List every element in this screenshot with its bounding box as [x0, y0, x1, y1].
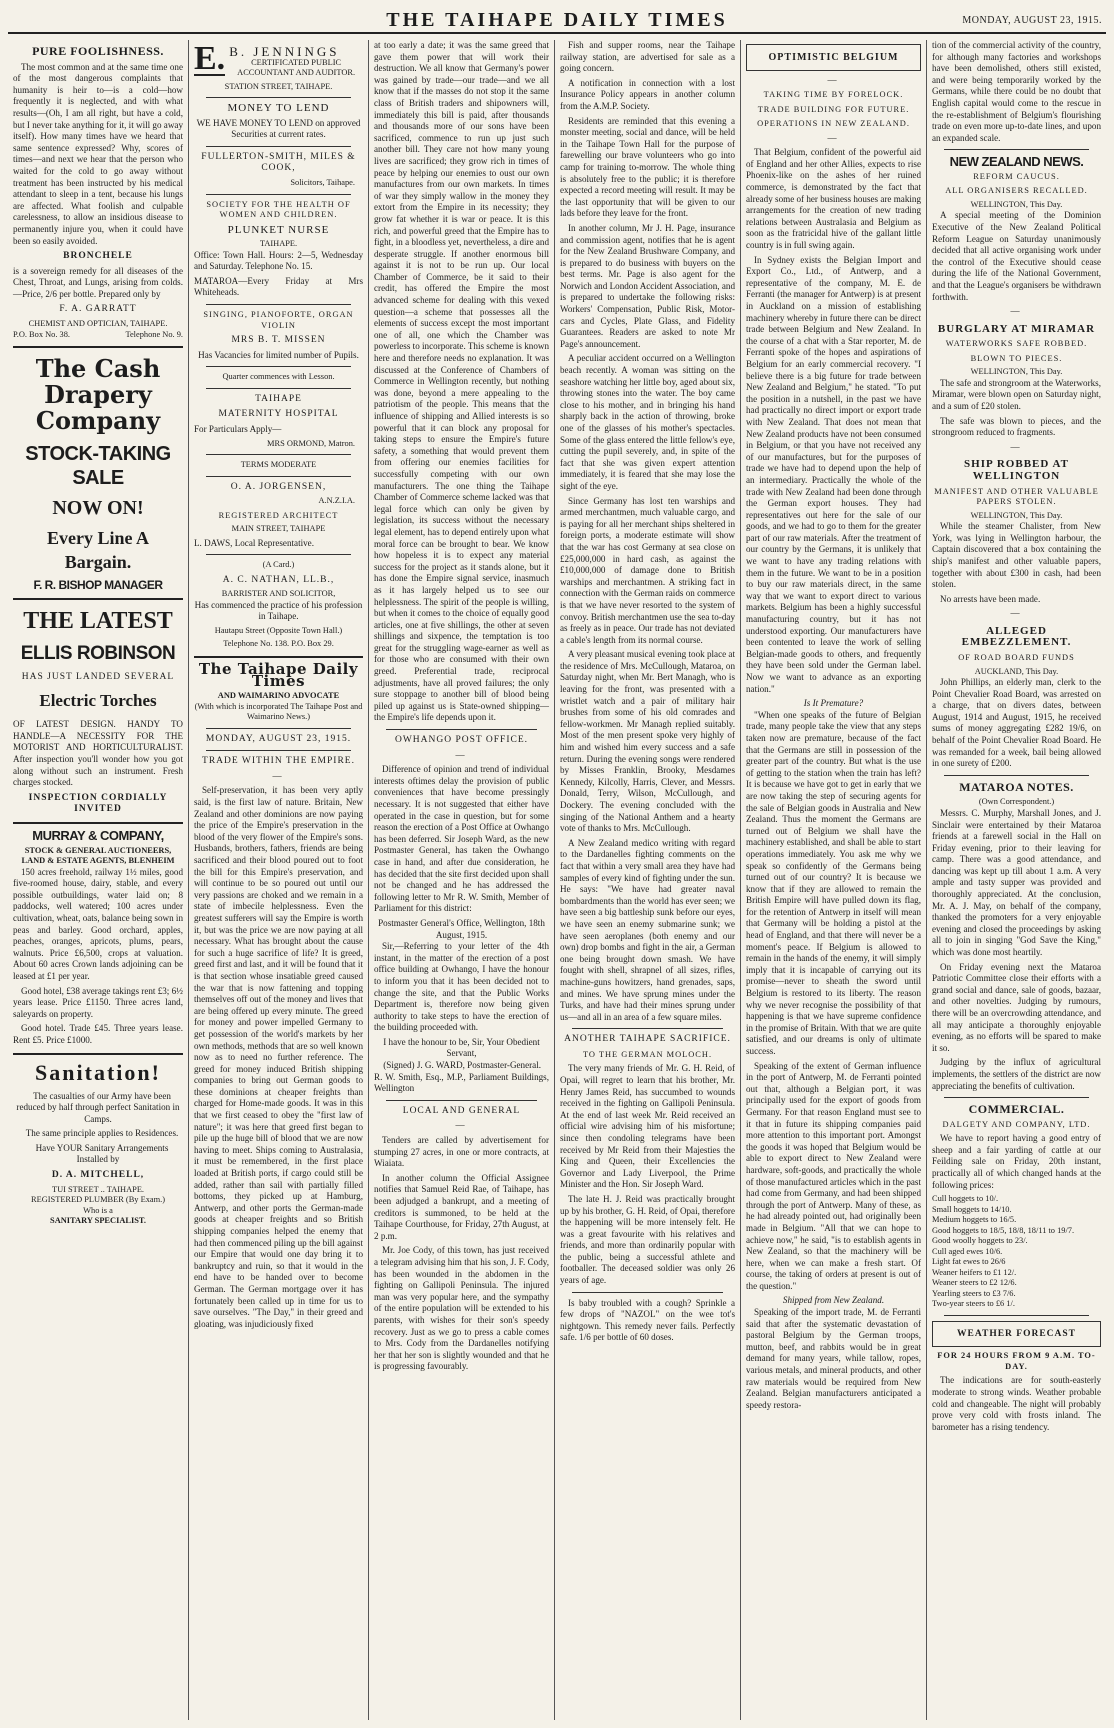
money-body: WE HAVE MONEY TO LEND on approved Securities at current rates.: [196, 117, 361, 140]
tui-street: TUI STREET .. TAIHAPE.: [51, 1184, 145, 1194]
local-body-9: Since Germany has lost ten warships and armed merchantmen, much valuable cargo, and is paying for all her merchant ships sheltered in foreign ports, a moderate estimate will show that the war has cost Germany at sea close on £25,000,000 in hard cash, as against the £10,000,000 of damage done to British warships and merchantmen. A striking fact in connection with the German raids on commerce is that we have never resorted to the system of convoy. British merchantmen use the sea to-day as freely as in peace. Our trade has not deviated a cable's length from its normal course.: [560, 495, 735, 645]
taihape-maternity-town: TAIHAPE: [255, 393, 302, 404]
columns: [8, 40, 1106, 1720]
blown-sub: BLOWN TO PIECES.: [970, 353, 1063, 363]
barrister-line: BARRISTER AND SOLICITOR,: [221, 589, 336, 599]
burglary-body-2: The safe was blown to pieces, and the strongroom reduced to fragments.: [932, 415, 1101, 438]
column-4: [554, 40, 740, 1720]
belgium-heading-box: [746, 44, 921, 71]
stocktaking-title: STOCK-TAKING SALE: [25, 443, 171, 490]
burglary-heading: BURGLARY AT MIRAMAR: [937, 322, 1096, 335]
owhango-body: Difference of opinion and trend of individual interests oftimes delay the provision of public conveniences that have become pressingly necessary. It is not suggested that either have operated in the case in question, but for some reason the erection of a Post Office at Owhango has been deferred. Sir Joseph Ward, as the new Postmaster General, has taken the Owhango case in hand, and after due consideration, he has decided that the site first decided upon shall not be changed and he has addressed the following letter to Mr R. W. Smith, Member of Parliament for this district:: [374, 764, 549, 914]
price-item: Light fat ewes to 26/6: [932, 1257, 1006, 1267]
divider: [572, 1292, 723, 1293]
local-general-heading: LOCAL AND GENERAL: [402, 1105, 521, 1116]
terms-moderate: TERMS MODERATE: [240, 460, 317, 469]
local-body-10: A very pleasant musical evening took place at the residence of Mrs. McCullough, Mataroa, on Saturday night, when Mr. Bert Managh, who is leaving for the front, was presented with a wristlet watch and a pair of military hair brushes from some of his old comrades and fellow-workmen. Mr Managh replied suitably. Most of the men present spoke very highly of him and wished him every success and a safe return. During the evening songs were rendered by Misses Franklin, Brooky, Mesdames Kennedy, Kilcolly, Harris, Clever, and Messrs. Donald, Terry, Wilson, McCullough, and Dockery. The evening concluded with the singing of the National Anthem and a hearty vote of thanks to Mrs. McCullough.: [560, 649, 735, 834]
incorporated: (With which is incorporated The Taihape Post and Waimarino News.): [194, 701, 363, 722]
wellington-dateline-3: WELLINGTON, This Day.: [970, 510, 1063, 520]
divider: [386, 1100, 537, 1101]
belgium-continued: tion of the commercial activity of the country, for although many factories and workshops have been demolished, others still existed, and were being temporarily worked by the Germans, while there could be no doubt that English capital would come to the rescue in the re-establishment of Belgium's flourishing trade on even more up-to-date lines, and upon an expanded scale.: [932, 40, 1101, 143]
weather-heading: WEATHER FORECAST: [956, 1328, 1077, 1339]
column-1: [8, 40, 188, 1720]
ship-body: While the steamer Chalister, from New York, was lying in Wellington harbour, the Captain discovered that a box containing the ship's manifest and other valuable papers, together with about £300 in cash, had been stolen.: [932, 521, 1101, 590]
jorgensen-anzia: A.N.Z.I.A.: [318, 496, 355, 506]
plunket-office: Office: Town Hall. Hours: 2—5, Wednesday and Saturday. Telephone No. 15.: [194, 249, 363, 272]
quarter-line: Quarter commences with Lesson.: [222, 372, 335, 382]
own-correspondent: (Own Correspondent.): [978, 797, 1055, 807]
murray-body-3: Good hotel. Trade £45. Three years lease. Rent £5. Price £1000.: [13, 1023, 183, 1045]
sacrifice-body-2: The late H. J. Reid was practically brought up by his brother, G. H. Reid, of Opai, therefore the happening will be more intensely felt. He was a great favourite with his relatives and friends, and more than ordinarily popular with the public, being a successful athlete and footballer. The deceased soldier was only 26 years of age.: [560, 1193, 735, 1286]
nz-news-heading: NEW ZEALAND NEWS.: [949, 154, 1084, 170]
bishop-manager: F. R. BISHOP MANAGER: [33, 578, 163, 593]
pure-foolishness-body: The most common and at the same time one of the most dangerous complaints that humanity is heir to—is a cold—how frequently it is neglected, and with what results—(Oh, I am all right, but have a cold, but I never take anything for it, it will go away itself). How many times have we heard that same sentence expressed? Why, scores of times—and next we hear that the person who waited for the cold to go away without treatment has been instructed by his medical attendant to sleep in a tent, because his lungs are affected. What foolish and culpable carelessness, to allow an insidious disease to permanently injure you, when it could have been so easily avoided.: [13, 61, 183, 246]
plunket-nurse: PLUNKET NURSE: [227, 223, 330, 236]
owhango-letter: Sir,—Referring to your letter of the 4th instant, in the matter of the erection of a post office building at Owhango, I have the honour to inform you that it has been decided not to change the site, and that the Public Works Department is, therefore now being given authority to take steps to have the erection of the building proceeded with.: [374, 941, 549, 1033]
daws-rep: L. DAWS, Local Representative.: [194, 537, 314, 548]
murray-body-1: 150 acres freehold, railway 1½ miles, good five-roomed house, dairy, stable, and every possible outbuildings, water laid on; 8 paddocks, well watered; 100 acres under cultivation, wheat, oats, balance being sown in peas and barley. Good orchard, apples, peaches, oranges, apricots, plums, pears, walnuts. Price £6,500, crops at valuation. About 60 acres Crown lands adjoining can be leased at £1 per year.: [13, 866, 183, 981]
belgium-body-5: Speaking of the import trade, M. de Ferranti said that after the systematic devastation of pastoral Belgium by the German troops, mutton, beef, and rabbits would be in great demand for many years, while tallow, ropes, various metals, and mineral products, and other raw materials would be required from New Zealand. Belgian manufacturers anticipated a speedy restora-: [746, 1307, 921, 1410]
signed-ward: (Signed) J. G. WARD, Postmaster-General.: [383, 1060, 541, 1071]
auckland-dateline: AUCKLAND, This Day.: [974, 666, 1059, 676]
local-body-5: A notification in connection with a lost Insurance Policy appears in another column from the A.M.P. Society.: [560, 77, 735, 111]
dalgety-body: We have to report having a good entry of sheep and a fair yarding of cattle at our Feilding sale on Friday, 20th instant, practically all of which changed hands at the following prices:: [932, 1133, 1101, 1190]
every-line-title: Every Line A Bargain.: [47, 528, 149, 573]
murray-body-2: Good hotel, £38 average takings rent £3; 6½ years lease. Price £1150. Three acres land, saleyards on property.: [13, 985, 183, 1019]
torches-body: OF LATEST DESIGN. HANDY TO HANDLE—A NECESSITY FOR THE MOTORIST AND HORTICULTURALIST. After inspection you'll wonder how you got along without such an instrument. Fresh charges stocked.: [13, 719, 183, 788]
sacrifice-body-1: The very many friends of Mr. G. H. Reid, of Opai, will regret to learn that his brother, Mr. Henry James Reid, has succumbed to wounds received in the fighting on Gallipoli Peninsula. At the end of last week Mr. Reid received an official wire advising him of his misfortune; since then condoling telegrams have been received by Mr Reid from their Majesties the King and Queen, their Excellencies the Governor and Lady Liverpool, the Prime Minister and the Hon. Sir Joseph Ward.: [560, 1063, 735, 1190]
divider: [13, 598, 183, 600]
price-item: Yearling steers to £3 7/6.: [932, 1288, 1016, 1298]
column-6: [926, 40, 1106, 1720]
who-is: Who is a: [83, 1205, 113, 1215]
mataroa-whitehead: MATAROA—Every Friday at Mrs Whiteheads.: [194, 275, 363, 298]
weather-hours: FOR 24 HOURS FROM 9 A.M. TO-DAY.: [937, 1351, 1096, 1371]
ellis-robinson-title: ELLIS ROBINSON: [20, 642, 176, 664]
mataroa-body-2: On Friday evening next the Mataroa Patriotic Committee close their efforts with a grand social and dance, sale of goods, bazaar, and other novelties. Judging by rumours, there will be an overcrowding attendance, and all may anticipate a thoroughly enjoyable evening, as no efforts will be spared to make it so.: [932, 961, 1101, 1053]
weather-body: The indications are for south-easterly moderate to strong winds. Weather probable cold and changeable. The night will probably prove very cold with frosts inland. The barometer has a rising tendency.: [932, 1375, 1101, 1432]
reform-caucus: REFORM CAUCUS.: [973, 171, 1060, 181]
singing-heading: SINGING, PIANOFORTE, ORGAN VIOLIN: [203, 310, 354, 330]
rule-short: —: [455, 1120, 468, 1131]
mitchell-name: D. A. MITCHELL,: [51, 1170, 145, 1181]
murray-title: MURRAY & COMPANY,: [32, 828, 164, 843]
jennings-initial: E.: [194, 42, 226, 77]
mataroa-body-1: Messrs. C. Murphy, Marshall Jones, and J. Sinclair were entertained by their Mataroa friends at a farewell social in the Hall on Friday evening, prior to their leaving for camp. There was a good attendance, and dancing was kept up till about 1 a.m. A very ample and tasty supper was provided and thoroughly appreciated. At the conclusion, Mr. A. J. May, on behalf of the company, thanked the promoters for a very enjoyable evening and closed the proceedings by asking all to join in singing "God Save the King," which was done most heartily.: [932, 807, 1101, 958]
divider: [944, 149, 1089, 150]
column-5: [740, 40, 926, 1720]
weather-box: [932, 1321, 1101, 1348]
divider: [194, 656, 363, 658]
local-body-6: Residents are reminded that this evening a monster meeting, social and dance, will be held in the Taihape Town Hall for the purpose of farewelling our brave volunteers who go into camp for training to-morrow. The whole thing is absolutely free to the public; it is therefore expected a record meeting will result. It may be the last opportunity that will be given to our lads before they leave for the front.: [560, 115, 735, 219]
divider: [206, 194, 351, 195]
rule-short: —: [272, 770, 285, 781]
price-item: Good woolly hoggets to 23/.: [932, 1236, 1028, 1246]
divider: [386, 729, 537, 730]
the-latest-title: THE LATEST: [23, 607, 173, 634]
station-street: STATION STREET, TAIHAPE.: [224, 81, 333, 91]
nazol-ad: Is baby troubled with a cough? Sprinkle a few drops of "NAZOL" on the wee tot's nightgown. This remedy never fails. Perfectly safe. 1/6 per bottle of 60 doses.: [560, 1297, 735, 1343]
divider: [944, 1097, 1089, 1098]
missen-body: Has Vacancies for limited number of Pupils.: [198, 349, 359, 360]
have-your-line: Have YOUR Sanitary Arrangements Installed by: [35, 1142, 169, 1165]
murray-subtitle: STOCK & GENERAL AUCTIONEERS, LAND & ESTATE AGENTS, BLENHEIM: [21, 845, 175, 866]
premature-subhead: Is It Premature?: [803, 698, 864, 709]
trade-heading: TRADE WITHIN THE EMPIRE.: [202, 756, 355, 767]
column-3: [368, 40, 554, 1720]
commercial-heading: COMMERCIAL.: [968, 1102, 1065, 1117]
price-item: Cull hoggets to 10/.: [932, 1194, 999, 1204]
waterworks-sub: WATERWORKS SAFE ROBBED.: [945, 339, 1088, 349]
local-body-4: Fish and supper rooms, near the Taihape railway station, are advertised for sale as a going concern.: [560, 40, 735, 74]
price-item: Small hoggets to 14/10.: [932, 1204, 1012, 1214]
price-item: Medium hoggets to 16/5.: [932, 1215, 1017, 1225]
sanitation-body: The casualties of our Army have been reduced by half through perfect Sanitation in Camps.: [16, 1090, 180, 1124]
price-item: Weaner steers to £2 12/6.: [932, 1278, 1017, 1288]
bronchele-body: is a sovereign remedy for all diseases of the Chest, Throat, and Lungs, arising from colds.—Price, 2/6 per bottle. Prepared only by: [13, 265, 183, 299]
garratt-name: F. A. GARRATT: [59, 304, 137, 315]
divider: [206, 366, 351, 367]
column-2: [188, 40, 368, 1720]
rule-short: —: [1010, 306, 1023, 317]
hautapu-street: Hautapu Street (Opposite Town Hall.): [214, 625, 343, 635]
now-on-title: NOW ON!: [52, 497, 144, 520]
maternity-hospital: MATERNITY HOSPITAL: [218, 409, 339, 420]
divider: [206, 454, 351, 455]
registered-architect: REGISTERED ARCHITECT: [218, 510, 339, 520]
divider: [13, 346, 183, 348]
divider: [206, 728, 351, 729]
no-arrests: No arrests have been made.: [940, 593, 1041, 604]
bronchele-title: BRONCHELE: [63, 251, 133, 262]
embezzlement-heading: ALLEGED EMBEZZLEMENT.: [961, 624, 1072, 649]
local-body-2: In another column the Official Assignee notifies that Samuel Reid Rae, of Taihape, has been adjudged a bankrupt, and a meeting of creditors is summoned, to be held at the Taihape Courthouse, for Friday, 27th August, at 2 p.m.: [374, 1172, 549, 1241]
pure-foolishness-heading: PURE FOOLISHNESS.: [32, 44, 164, 58]
divider: [206, 388, 351, 389]
rule-short: —: [1010, 441, 1023, 452]
card-label: (A Card.): [262, 560, 295, 570]
newspaper-page: [8, 6, 1106, 1722]
fullerton-smith: FULLERTON-SMITH, MILES & COOK,: [201, 151, 356, 174]
belgium-sub-3: OPERATIONS IN NEW ZEALAND.: [757, 119, 910, 129]
telephone-138: Telephone No. 138. P.O. Box 29.: [223, 639, 334, 649]
sanitation-title: Sanitation!: [35, 1059, 161, 1085]
principle-line: The same principle applies to Residences.: [25, 1128, 179, 1139]
divider: [944, 775, 1089, 776]
shipped-subhead: Shipped from New Zealand.: [782, 1295, 885, 1306]
garratt-contact: [13, 330, 183, 341]
local-body-7: In another column, Mr J. H. Page, insurance and commission agent, notifies that he is agent for the New Zealand Brushware Company, and is prepared to do business with buyers on the best terms. Mr. Page is also agent for the Norwich and London Accident Association, and is prepared to undertake the following risks: Workers' Compensation, Public Risk, Motor-cars and Cycles, Plate Glass, and Fidelity Guarantees. Readers are asked to note Mr Page's announcement.: [560, 222, 735, 349]
local-body-3: Mr. Joe Cody, of this town, has just received a telegram advising him that his son, J. F. Cody, has been wounded in the abdomen in the fighting on Gallipoli Peninsula. The injured man was very popular here, and the sympathy of the entire population will be extended to his parents, with wishes for their son's speedy recovery. Just as we go to press a cable comes to Mrs. Cody from the Dardanelles notifying her that her son is slightly wounded and that he is progressing favourably.: [374, 1245, 549, 1372]
divider: [13, 822, 183, 824]
reform-body: A special meeting of the Dominion Executive of the New Zealand Political Reform League on Saturday unanimously decided that all active organising work under the control of the Executive should cease during the life of the National Government, and that the League's organisers be withdrawn forthwith.: [932, 210, 1101, 302]
belgium-body-3: "When one speaks of the future of Belgian trade, many people take the view that any steps taken now are premature, because of the fact that the Germans are still in possession of the greater part of the country. But what is the use of getting to the station when the train has left? It is because we have got to get in early that we are now taking the step of securing agents for the sale of Belgian goods in Australia and New Zealand. Thus the moment the Germans are turned out of Belgium we shall have the machinery established, and shall be able to start operations immediately. You ask me why we speak so confidently of the Germans being turned out of our country? It is because we know that if they are allowed to remain the British Empire will have pulled down its flag, for the retention of Antwerp in itself will mean that Germany will be holding a pistol at the head of England, and that there will never be a moment's peace. If Belgium is allowed to remain in the hands of the enemy, it will simply imply that it is incapable of carrying out its promise—never to sheath the sword until Belgium is restored to its liberty. The reason why we never recognise the possibility of that happening is that we have supreme confidence in the promise of Britain. With that we are quite satisfied, and our dreams is only of ultimate success.: [746, 709, 921, 1056]
nathan-body: Has commenced the practice of his profession in Taihape.: [194, 599, 363, 622]
mataroa-notes-heading: MATAROA NOTES.: [959, 779, 1074, 794]
particulars: For Particulars Apply—: [194, 423, 282, 434]
divider: [206, 554, 351, 555]
rule-short: —: [827, 74, 840, 85]
has-landed: HAS JUST LANDED SEVERAL: [21, 671, 175, 682]
belgium-sub-2: TRADE BUILDING FOR FUTURE.: [757, 104, 910, 114]
paper-name: The Taihape Daily Times: [198, 659, 359, 690]
wellington-dateline-2: WELLINGTON, This Day.: [970, 367, 1063, 377]
cash-drapery-title: The Cash Drapery Company: [35, 354, 161, 436]
electric-torches-title: Electric Torches: [39, 691, 157, 711]
garratt-telephone: Telephone No. 9.: [125, 329, 183, 339]
price-item: Weaner heifers to £1 12/.: [932, 1267, 1017, 1277]
divider: [206, 97, 351, 98]
belgium-body-1: That Belgium, confident of the powerful aid of England and her other Allies, expects to rise Phoenix-like on the ashes of her ruined commerce, is demonstrated by the fact that already some of her business houses are making arrangements for the creation of new trading relations between Australasia and Belgium as soon as the fratricidal hive of the gallant little country is in full swing again.: [746, 147, 922, 251]
paper-date: MONDAY, AUGUST 23, 1915.: [205, 733, 352, 744]
price-item: Good hoggets to 18/5, 18/8, 18/11 to 19/7.: [932, 1225, 1075, 1235]
divider: [206, 750, 351, 751]
price-item: Two-year steers to £6 1/.: [932, 1299, 1015, 1309]
trade-continued: at too early a date; it was the same greed that gave them power that will work their destruction. We all know that Germany's power was gained by trade—our trade—and we all know that if the masses do not stop it the same class of British traders and shipowners will, immediately this bill is paid, after thousands and thousands more of our sons have been sacrificed, commence to run up just such another bill. They care not how many young lives are sacrificed; they grow rich in times of peace by helping our enemies to oust our own manufactures from our own markets. In times of war they simply wallow in the money they extort from the Empire in its necessity; they grow fat whether it is war or peace. It is this rich, and powerful greed that the Empire has to fight, in a bloodless yet, nevertheless, a dire and desperate struggle. If another enormous bill against it is not to be run up. Our local Chamber of Commerce, be it said to their credit, has offered the Empire the most advanced scheme for dealing with this vexed question—a scheme that possesses all the elements of success except the most important one of all, one which the Chamber was powerless to incorporate. This scheme is known here and therefore needs no explanation. It was discussed at the Conference of Chambers of Commerce in Wellington recently, but nothing was done, beyond a mere appealing to the patriotism of the people. This means that the influence of shipping and Allied interests is so powerful that it can block any proposal for taking steps to ensure the Empire's future safety, a something that would prevent them from offering our enemies facilities for successfully competing with our own manufacturers. The one thing the Taihape Chamber of Commerce scheme lacked was that legal force which can only be given by legislation, its success without the necessary legal element, has to depend entirely upon what moral force can be brought to bear. We know how hopeless it is to expect any material success for the project as it stands alone, but it has done the Empire signal service, inasmuch as it has largely helped us to see our helplessness. The spirit of the people is willing, but when it comes to the choice of equally good articles, one at five shillings, the other at seven shillings and sixpence, the temptation is too great for the struggling wage-earner as well as for those who are consumed with their own greed. Preferential trade, reciprocal adjustments, have all proved failures; the only sure stoppage to another bill of blood being piled up against us is State-owned shipping—the Empire's life depends upon it.: [374, 40, 550, 723]
embezzle-body: John Phillips, an elderly man, clerk to the Point Chevalier Road Board, was arrested on a charge, that on divers dates, between August, 1914 and August, 1915, he received sums of money aggregating £282 19/6, on behalf of the Point Chevalier Road Board. He was remanded for a week, bail being allowed in one surety of £200.: [932, 677, 1101, 769]
divider: [206, 476, 351, 477]
divider: [13, 1053, 183, 1055]
belgium-sub-1: TAKING TIME BY FORELOCK.: [763, 90, 904, 100]
mataroa-body-3: Judging by the influx of agricultural implements, the settlers of the district are now appreciating the benefits of cultivation.: [932, 1057, 1101, 1091]
solicitors: Solicitors, Taihape.: [290, 178, 355, 188]
jennings-block: [194, 42, 363, 79]
divider: [944, 1315, 1089, 1316]
price-item: Cull aged ewes 10/6.: [932, 1246, 1003, 1256]
wellington-dateline-1: WELLINGTON, This Day.: [970, 199, 1063, 209]
registered-plumber: REGISTERED PLUMBER (By Exam.): [31, 1195, 165, 1205]
and-waimarino: AND WAIMARINO ADVOCATE: [217, 691, 340, 701]
main-street: MAIN STREET, TAIHAPE: [231, 524, 326, 534]
nathan-name: A. C. NATHAN, LL.B.,: [222, 574, 335, 585]
masthead-date: MONDAY, AUGUST 23, 1915.: [962, 15, 1102, 26]
divider: [206, 146, 351, 147]
rule-short: —: [1010, 608, 1023, 619]
belgium-heading: OPTIMISTIC BELGIUM: [768, 52, 899, 63]
road-board-sub: OF ROAD BOARD FUNDS: [958, 653, 1075, 663]
dalgety-sub: DALGETY AND COMPANY, LTD.: [942, 1119, 1091, 1129]
jorgensen-name: O. A. JORGENSEN,: [230, 481, 327, 492]
pmg-office: Postmaster General's Office, Wellington, 18th August, 1915.: [378, 917, 545, 940]
belgium-body-4: Speaking of the extent of German influence in the port of Antwerp, M. de Ferranti pointed out that, although a Belgian port, it was principally used for the export of goods from Germany. For that reason England must see to it that in future its shipping companies paid more attention to this important port. Amongst the goods it was hoped that Belgium would be able to export direct to New Zealand were hardware, soft-goods, and practically the whole of those manufactured articles which in the past had come from Germany, and had been shipped through the port of Antwerp. Many of these, as he had already pointed out, had originally been made in Belgium. "All that we can hope to achieve now," he said, "is to establish agents in New Zealand, so that the machinery will be here, when we can make a fresh start. Of course, the taking of orders at present is out of the question.": [746, 1060, 921, 1291]
masthead: [8, 6, 1106, 34]
belgium-body-2: In Sydney exists the Belgian Import and Export Co., Ltd., of Antwerp, and a representative of the company, M. E. de Ferranti (the manager for Antwerp) is at present in Auckland on a mission of establishing machinery whereby in future there can be direct trade between Belgium and New Zealand. In the course of a chat with a Star reporter, M. de Ferranti spoke of the hopes and aspirations of Belgium for an early commercial recovery. "I believe there is a big future for trade between New Zealand and Belgium," he stated. "To put the position in a nutshell, in the past we have had practically no direct import or export trade with New Zealand. That does not mean that New Zealand products have not been consumed in Belgium, or that you have not received any of our manufactures, but for the purposes of trade we have had to depend upon the help of an intermediary. Practically the whole of the trade with New Zealand had been done through the German export houses. They had representatives out here for the sale of our goods, and we had to go to them for the greater part of our raw materials. After the treatment of our country by the Germans, it is unlikely that we want to have any trading relations with them in the future. We want to be in a position to buy our raw materials direct, in the same way that we want to export direct to various markets. Belgium has been a highly successful manufacturing country, but it has not understood exporting. Our manufacturers have been contented to leave the work of selling Belgian-made goods to others, and frequently they have been sold under the German label. Now we want to advance as an exporting nation.": [746, 254, 921, 694]
ship-robbed-heading: SHIP ROBBED AT WELLINGTON: [964, 458, 1069, 483]
manifest-sub: MANIFEST AND OTHER VALUABLE PAPERS STOLEN.: [934, 486, 1099, 507]
rws-address: R. W. Smith, Esq., M.P., Parliament Buildings, Wellington: [374, 1071, 549, 1094]
ormond-matron: MRS ORMOND, Matron.: [267, 438, 355, 448]
society-health: SOCIETY FOR THE HEALTH OF WOMEN AND CHILDREN.: [206, 199, 351, 220]
burglary-body-1: The safe and strongroom at the Waterworks, Miramar, were blown open on Saturday night, and a sum of £20 stolen.: [932, 377, 1101, 412]
local-body-8: A peculiar accident occurred on a Wellington beach recently. A woman was sitting on the seashore watching her little boy, aged about six, throwing stones into the water. The boy came close to his mother, and in bringing his hand sharply back in the action of throwing, broke one of the glasses of his mother's spectacles. Some of the glass entered the little fellow's eye, cutting the pupil severely, and, in spite of the fact that she was given expert attention immediately, it is feared that she may lose the sight of the eye.: [560, 353, 735, 491]
sacrifice-heading: ANOTHER TAIHAPE SACRIFICE.: [564, 1034, 731, 1045]
masthead-title: THE TAIHAPE DAILY TIMES: [386, 9, 728, 31]
garratt-pobox: P.O. Box No. 38.: [13, 329, 71, 339]
plunket-town: TAIHAPE.: [259, 239, 298, 249]
money-to-lend: MONEY TO LEND: [227, 102, 330, 115]
rule-short: —: [827, 132, 840, 143]
organisers-recalled: ALL ORGANISERS RECALLED.: [945, 186, 1088, 196]
local-body-1: Tenders are called by advertisement for stumping 27 acres, in one or more contracts, at Wiaiata.: [374, 1135, 549, 1169]
moloch-subheading: TO THE GERMAN MOLOCH.: [582, 1049, 713, 1059]
owhango-heading: OWHANGO POST OFFICE.: [394, 735, 529, 746]
jennings-name: B. JENNINGS: [229, 44, 340, 59]
missen-name: MRS B. T. MISSEN: [231, 335, 326, 346]
inspection-invited: INSPECTION CORDIALLY INVITED: [28, 792, 168, 815]
divider: [572, 1028, 723, 1029]
trade-body: Self-preservation, it has been very aptly said, is the first law of nature. Britain, New Zealand and other dominions are now paying the price of the Empire's preservation in the blood of the very flower of the Empire's sons. Husbands, brothers, fathers, friends are being sacrificed and their blood poured out to foot the bill for this Empire's preservation, and will continue to be so poured out until our very passions are choked and we remain in a state of imbecile helplessness. Even the greatest sufferers will say the Empire is worth it, but was the price we are now paying at all necessary. What has brought about the cause for such a huge sacrifice of life? It is greed, greed first and last, and it will be found that it is that section whose insatiable greed caused the war that is now fattening and topping themselves off out of the money and lives that are being offered up every minute. The greed for money and power impelled Germany to get possession of the world's markets by her own methods, methods that are so well known now as to need no further reference. The greed for money induced British shipping companies to bring out German goods to these dominions at cheaper freights than charged for Home-made goods. It was in this that we first ceased to obey the "first law of nature"; it was here that greed first began to pile up the huge bill of blood that we are now having to meet. Ships coming to Australasia, it must be remembered, in the first place loaded at British ports, if cargo could still be added, rather than sail with partially filled bottoms, they picked up at Hamburg, Antwerp, and other ports the German-made goods at cheaper freights and so British shipping companies helped the enemy that had then commenced piling up the bill against our Empire that would one day bring it to bankruptcy and ruin, so that it would in the end have to be handed over to become German. The German mortgage over it has fortunately been called up in time for us to save ourselves. "The Day," in their greed and gloating, was injudiciously fixed: [194, 785, 363, 1329]
price-list: [932, 1194, 1101, 1310]
chemist-line: CHEMIST AND OPTICIAN, TAIHAPE.: [28, 319, 168, 329]
honour-line: I have the honour to be, Sir, Your Obedient Servant,: [383, 1036, 540, 1059]
local-body-11: A New Zealand medico writing with regard to the Dardanelles fighting comments on the fact that within a very small area they have had samples of every kind of fighting under the sun. He says: "We have had greater naval bombardments than the world has ever seen; we have seen a big battleship sunk before our eyes, we have seen an enemy submarine sunk; we have seen aeroplanes (both enemy and our own) drop bombs and fight in the air, a German one being brought down smash. We have fought with shell, shrapnel of all sizes, rifles, machine-guns howitzers, hand grenades, saps, and mines. We have sprung mines under the Turks, and have had their mines sprung under us—and all in an area of a few square miles.: [560, 837, 736, 1022]
sanitary-specialist: SANITARY SPECIALIST.: [50, 1216, 146, 1226]
divider: [206, 304, 351, 305]
jennings-cert: CERTIFICATED PUBLIC ACCOUNTANT AND AUDITOR.: [237, 57, 356, 78]
rule-short: —: [455, 749, 468, 760]
